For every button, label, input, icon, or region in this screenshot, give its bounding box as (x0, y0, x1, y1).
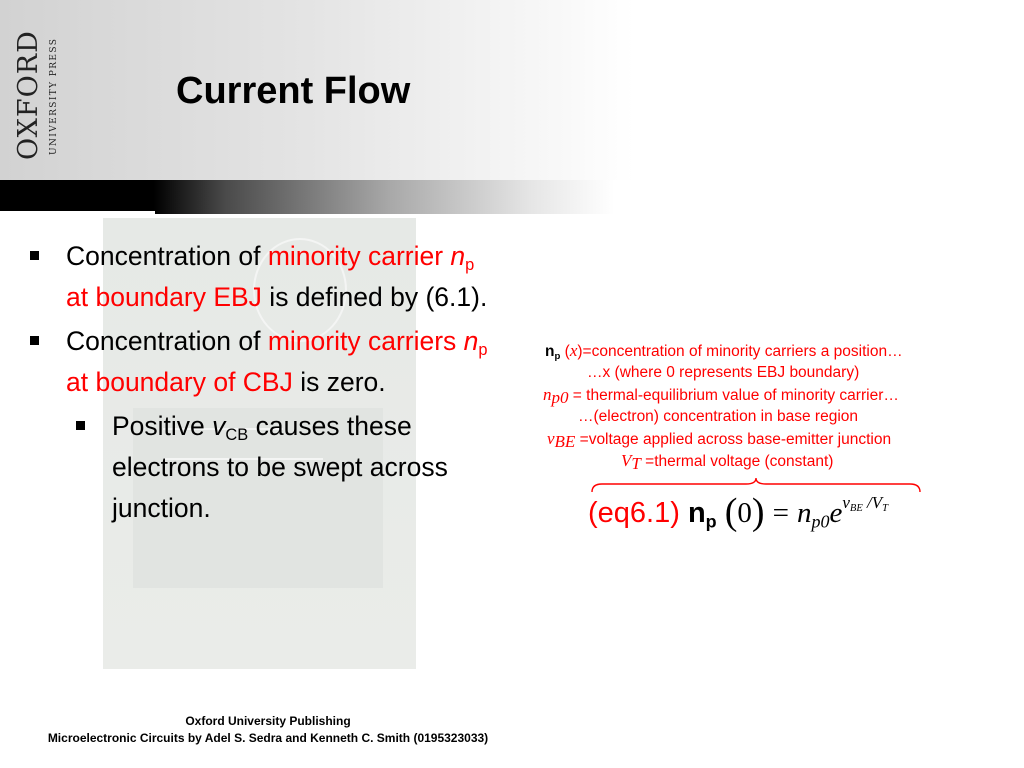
def-symbol: n (545, 343, 555, 360)
oxford-logo-subtitle: UNIVERSITY PRESS (49, 37, 59, 155)
equation-rhs-symbol: n (797, 497, 812, 529)
def-symbol: V (621, 451, 632, 470)
equation-exponent: vBE /VT (842, 493, 889, 515)
definition-np0: $n_{p0}$ = thermal-equilibrium value of minority carrier… (543, 385, 899, 407)
exponent-numerator-subscript: BE (849, 503, 863, 515)
equation-lhs-subscript: p (705, 511, 717, 532)
exponent-numerator: v (842, 493, 850, 512)
equation-rhs-subscript: p0 (811, 511, 830, 532)
bullet-marker (76, 421, 85, 430)
bullet-list (30, 236, 500, 532)
equation-lhs-symbol: n (687, 497, 706, 529)
equation-argument: 0 (737, 497, 752, 529)
bullet-highlight: minority carriers (267, 326, 464, 356)
def-text: voltage applied across base-emitter junction (588, 431, 892, 448)
equation-label: (eq6.1) (588, 497, 680, 529)
definition-np0-continued: …(electron) concentration in base region (578, 408, 859, 425)
bullet-text: Concentration of (66, 326, 268, 356)
exponent-denominator: V (871, 493, 883, 512)
bullet-highlight: at boundary of CBJ (66, 367, 293, 397)
def-text: (electron) concentration in base region (593, 408, 859, 425)
oxford-logo (14, 18, 64, 163)
slide-title: Current Flow (176, 70, 411, 112)
footer (0, 713, 536, 747)
bullet-text: causes these electrons to be swept across junction. (112, 411, 448, 523)
oxford-logo-name: OXFORD (13, 30, 44, 160)
bullet-highlight: at boundary EBJ (66, 282, 262, 312)
definition-np-x: $n_p$ (x)=concentration of minority carriers a position… (545, 341, 903, 362)
bullet-text: is defined by (6.1). (261, 282, 488, 312)
bullet-text: is zero. (292, 367, 386, 397)
header-band (0, 180, 1024, 214)
def-symbol: n (543, 385, 552, 404)
bullet-symbol: n (450, 241, 466, 271)
bullet-marker (30, 251, 39, 260)
def-symbol-subscript: p (554, 350, 561, 362)
header-background (0, 0, 1024, 180)
footer-book-citation: Microelectronic Circuits by Adel S. Sedra and Kenneth C. Smith (0195323033) (47, 731, 489, 745)
bullet-symbol-subscript: p (478, 340, 488, 359)
def-symbol-subscript: BE (554, 431, 576, 451)
def-text: thermal-equilibrium value of minority carrier (586, 387, 884, 404)
bullet-symbol-subscript: CB (225, 425, 249, 444)
def-text: concentration of minority carriers a position (591, 343, 888, 360)
definition-np-x-continued: …x (where 0 represents EBJ boundary) (587, 364, 860, 381)
equation-base: e (829, 497, 843, 529)
def-symbol: v (547, 429, 555, 448)
bullet-cbj (30, 321, 500, 403)
equation-6-1: (eq6.1) $n_p$ $(0) = n_{p0}e^{v_{BE} /V_T}$ (588, 491, 889, 533)
def-symbol-subscript: T (631, 453, 641, 473)
bullet-highlight: minority carrier (267, 241, 451, 271)
definition-vbe: $v_{BE}$ =voltage applied across base-emitter junction (547, 429, 892, 451)
sub-bullet-vcb (76, 406, 500, 529)
bullet-ebj (30, 236, 500, 318)
def-symbol-subscript: p0 (551, 387, 569, 407)
bullet-symbol: v (212, 411, 226, 441)
exponent-denominator-subscript: T (882, 503, 889, 515)
bullet-text: Concentration of (66, 241, 268, 271)
bullet-symbol-subscript: p (465, 255, 475, 274)
bullet-text: Positive (112, 411, 213, 441)
definition-vt: $V_T$ =thermal voltage (constant) (621, 451, 834, 473)
footer-publisher: Oxford University Publishing (185, 714, 351, 728)
header-band-seam (0, 211, 155, 214)
def-text: thermal voltage (constant) (654, 453, 834, 470)
def-text: x (where 0 represents EBJ boundary) (602, 364, 860, 381)
bullet-symbol: n (463, 326, 479, 356)
bullet-marker (30, 336, 39, 345)
def-argument: x (569, 341, 578, 360)
